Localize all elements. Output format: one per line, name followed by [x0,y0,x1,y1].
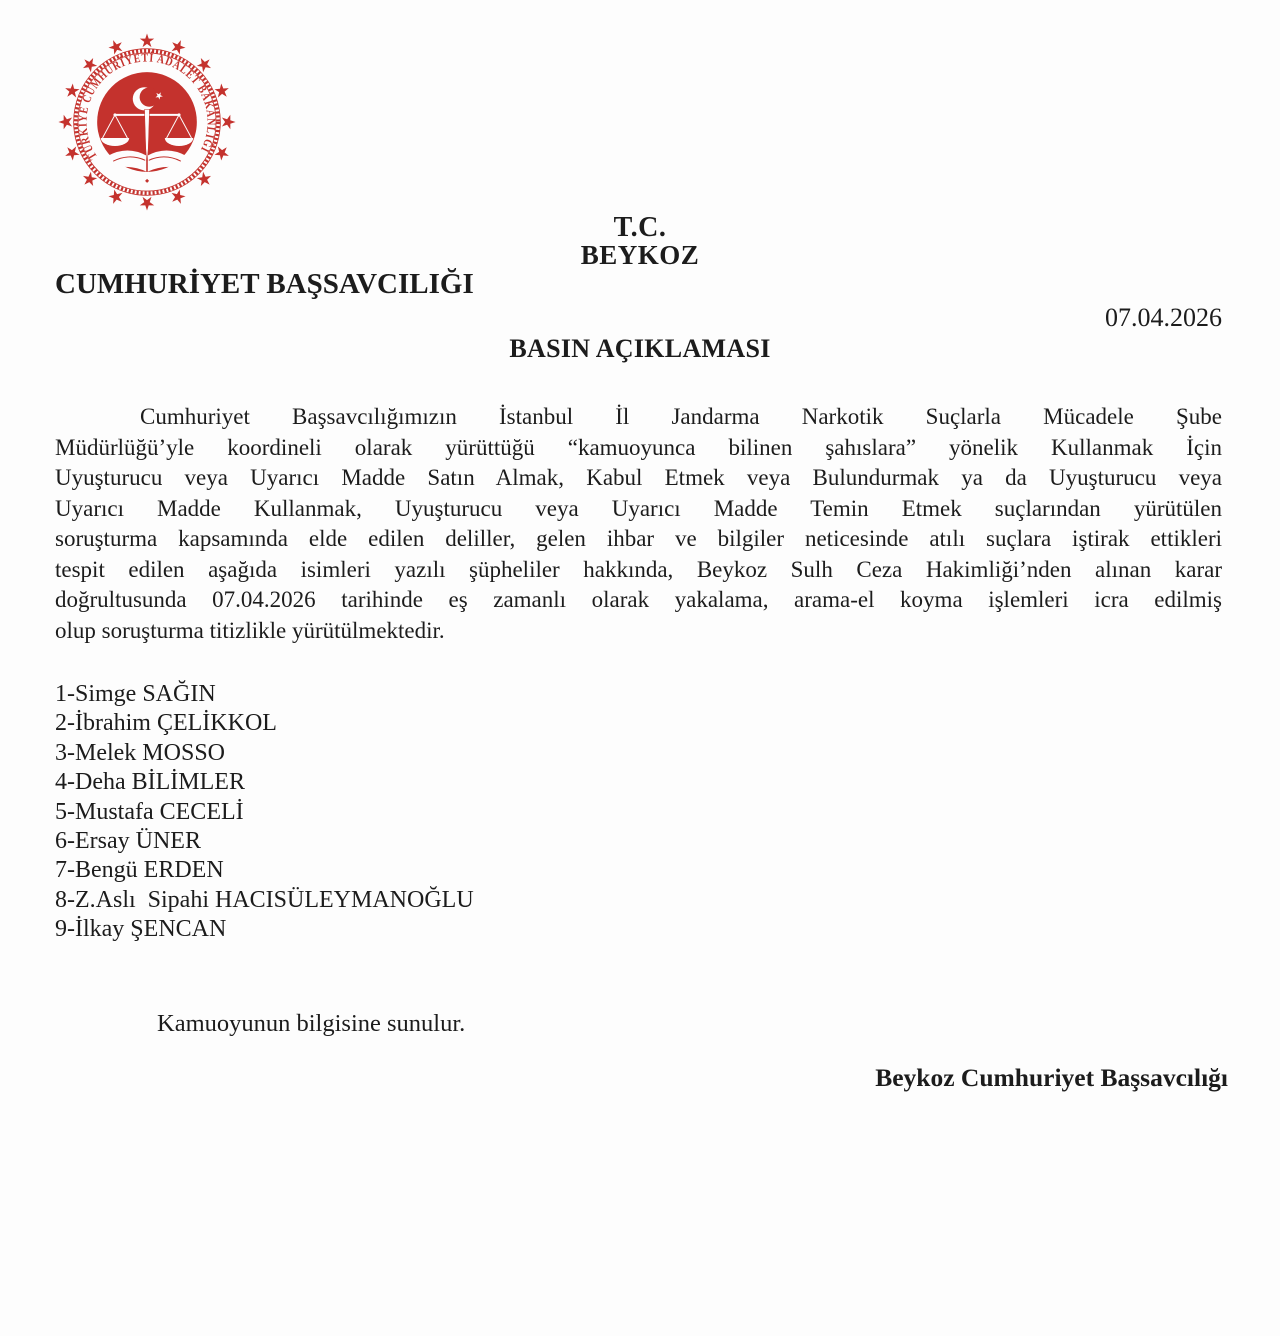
suspect-item: 7-Bengü ERDEN [55,857,224,884]
suspect-item: 6-Ersay ÜNER [55,828,201,855]
suspect-item: 8-Z.Aslı Sipahi HACISÜLEYMANOĞLU [55,886,474,913]
suspect-item: 3-Melek MOSSO [55,739,226,766]
suspect-item: 1-Simge SAĞIN [55,681,216,707]
suspect-item: 4-Deha BİLİMLER [55,769,245,796]
header-tc: T.C. [613,212,667,243]
suspect-item: 5-Mustafa CECELİ [55,798,244,825]
body-paragraph [55,402,1222,646]
header-office-name: CUMHURİYET BAŞSAVCILIĞI [55,268,474,300]
paragraph-line: tespit edilen aşağıda isimleri yazılı şüpheliler hakkında, Beykoz Sulh Ceza Hakimliği’nden alınan karar [55,556,1222,582]
paragraph-line: Uyarıcı Madde Kullanmak, Uyuşturucu veya Uyarıcı Madde Temin Etmek suçlarından yürütülen [55,495,1222,521]
seal-ring-text: TÜRKİYE CUMHURİYETİ ADALET BAKANLIĞI [75,50,219,163]
header-district: BEYKOZ [580,240,700,270]
suspect-list [55,680,474,945]
suspect-item: 2-İbrahim ÇELİKKOL [55,710,277,737]
closing-line: Kamuoyunun bilgisine sunulur. [157,1010,466,1037]
document-date: 07.04.2026 [1105,303,1222,332]
paragraph-line: soruşturma kapsamında elde edilen deliller, gelen ihbar ve bilgiler neticesinde atılı suçlara iştirak ettikleri [55,526,1222,551]
seal-bottom-diamond [145,179,149,183]
press-release-title: BASIN AÇIKLAMASI [509,334,771,363]
paragraph-line: Müdürlüğü’yle koordineli olarak yürüttüğü “kamuoyunca bilinen şahıslara” yönelik Kullanmak İçin [55,434,1222,460]
paragraph-line: Uyuşturucu veya Uyarıcı Madde Satın Almak, Kabul Etmek veya Bulundurmak ya da Uyuşturucu veya [55,465,1222,490]
paragraph-line: Cumhuriyet Başsavcılığımızın İstanbul İl Jandarma Narkotik Suçlarla Mücadele Şube [140,404,1222,429]
suspect-item: 9-İlkay ŞENCAN [55,916,227,943]
ministry-of-justice-seal-icon [58,32,236,212]
paragraph-line: olup soruşturma titizlikle yürütülmektedir. [55,617,445,643]
paragraph-line: doğrultusunda 07.04.2026 tarihinde eş zamanlı olarak yakalama, arama-el koyma işlemleri icra edilmiş [55,587,1222,612]
signature-line: Beykoz Cumhuriyet Başsavcılığı [875,1063,1228,1092]
